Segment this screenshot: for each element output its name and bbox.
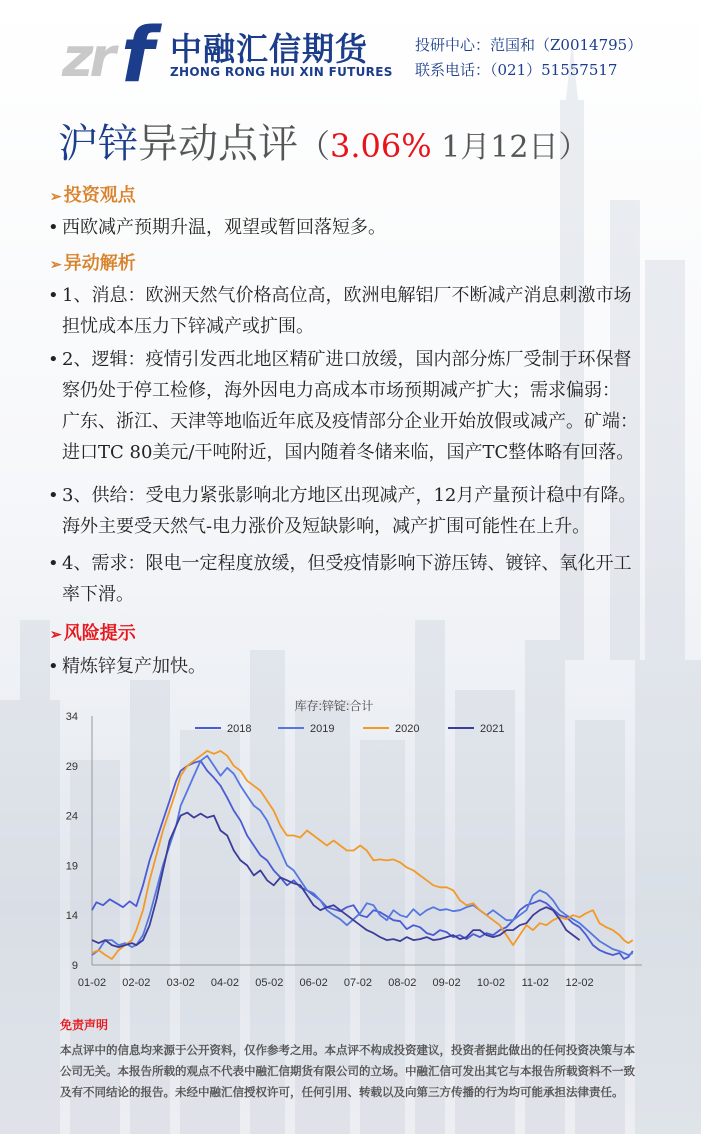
view-text: 西欧减产预期升温，观望或暂回落短多。 (62, 217, 386, 238)
legend-label: 2019 (310, 723, 335, 735)
title-type: 异动点评 (138, 121, 298, 167)
risk-text: 精炼锌复产加快。 (62, 656, 206, 677)
contact-researcher: 投研中心：范国和（Z0014795） (415, 36, 643, 54)
analysis-item-2 (48, 344, 668, 468)
series-line-2018 (92, 761, 633, 959)
analysis-item-1 (48, 280, 668, 342)
analysis-line: 进口TC 80美元/干吨附近，国内随着冬储来临，国产TC整体略有回落。 (62, 442, 635, 463)
legend-label: 2020 (395, 723, 420, 735)
x-tick-label: 02-02 (122, 977, 151, 989)
view-paragraph (48, 212, 668, 243)
arrow-icon: ➢ (50, 257, 62, 273)
x-tick-label: 05-02 (255, 977, 284, 989)
section-heading-risk-label: 风险提示 (63, 623, 136, 644)
analysis-line: 广东、浙江、天津等地临近年底及疫情部分企业开始放假或减产。矿端： (62, 411, 638, 432)
analysis-line: 察仍处于停工检修，海外因电力高成本市场预期减产扩大；需求偏弱： (62, 380, 620, 401)
disclaimer-title: 免责声明 (60, 1018, 109, 1032)
title-open-paren: （ (298, 127, 331, 165)
title-change-percent: 3.06% (330, 127, 432, 165)
risk-paragraph (48, 651, 668, 682)
y-tick-label: 19 (65, 860, 78, 873)
x-tick-label: 10-02 (476, 977, 505, 989)
logo-zr-mark: zr (62, 26, 113, 89)
analysis-line: 4、需求：限电一定程度放缓，但受疫情影响下游压铸、镀锌、氧化开工 (62, 553, 632, 574)
bullet: • (48, 349, 59, 370)
analysis-item-4 (48, 548, 668, 610)
x-tick-label: 06-02 (299, 977, 328, 989)
analysis-line: 3、供给：受电力紧张影响北方地区出现减产，12月产量预计稳中有降。 (62, 485, 637, 506)
analysis-item-3 (48, 480, 668, 542)
analysis-line: 海外主要受天然气-电力涨价及短缺影响，减产扩围可能性在上升。 (62, 516, 591, 537)
bullet: • (48, 553, 59, 574)
logo-company-name-en: ZHONG RONG HUI XIN FUTURES (170, 65, 393, 79)
y-tick-label: 29 (65, 760, 78, 773)
section-heading-analysis-label: 异动解析 (63, 253, 136, 274)
chart-title: 库存:锌锭:合计 (294, 699, 374, 713)
section-heading-view (50, 181, 136, 207)
arrow-icon: ➢ (50, 627, 62, 643)
x-tick-label: 09-02 (432, 977, 461, 989)
x-tick-label: 08-02 (388, 977, 417, 989)
title-commodity: 沪锌 (58, 121, 138, 167)
logo-f-mark: f (121, 10, 155, 99)
title-date: 1月12日） (431, 130, 589, 165)
section-heading-view-label: 投资观点 (63, 185, 136, 206)
inventory-chart (0, 690, 701, 1000)
y-tick-label: 14 (65, 910, 78, 923)
bullet: • (48, 656, 59, 677)
y-tick-label: 24 (65, 810, 78, 823)
report-title (58, 112, 588, 169)
section-heading-risk (50, 619, 136, 645)
analysis-line: 2、逻辑：疫情引发西北地区精矿进口放缓，国内部分炼厂受制于环保督 (62, 349, 632, 370)
bullet: • (48, 217, 59, 238)
bullet: • (48, 285, 59, 306)
disclaimer-text: 本点评中的信息均来源于公开资料，仅作参考之用。本点评不构成投资建议，投资者据此做出的任何投资决策与本公司无关。本报告所载的观点不代表中融汇信期货有限公司的立场。中融汇信可发出其它与本报告所载资料不一致及有不同结论的报告。未经中融汇信授权许可，任何引用、转载以及向第三方传播的行为均可能承担法律责任。 (60, 1043, 635, 1099)
x-tick-label: 04-02 (210, 977, 240, 989)
y-tick-label: 9 (71, 960, 78, 972)
bullet: • (48, 485, 59, 506)
legend-label: 2021 (480, 723, 505, 735)
analysis-line: 率下滑。 (62, 584, 134, 605)
x-tick-label: 03-02 (166, 977, 195, 989)
x-tick-label: 07-02 (343, 977, 373, 989)
section-heading-analysis (50, 249, 136, 275)
legend-label: 2018 (227, 723, 252, 735)
contact-phone: 联系电话：（021）51557517 (415, 61, 618, 79)
series-line-2019 (92, 756, 633, 955)
arrow-icon: ➢ (50, 189, 62, 205)
x-tick-label: 11-02 (521, 977, 549, 989)
analysis-line: 担忧成本压力下锌减产或扩围。 (62, 316, 314, 337)
analysis-line: 1、消息：欧洲天然气价格高位高，欧洲电解铝厂不断减产消息刺激市场 (62, 285, 632, 306)
x-tick-label: 01-02 (77, 977, 107, 989)
logo-company-name-cn: 中融汇信期货 (170, 30, 369, 68)
x-tick-label: 12-02 (565, 977, 594, 989)
y-tick-label: 34 (65, 711, 78, 723)
